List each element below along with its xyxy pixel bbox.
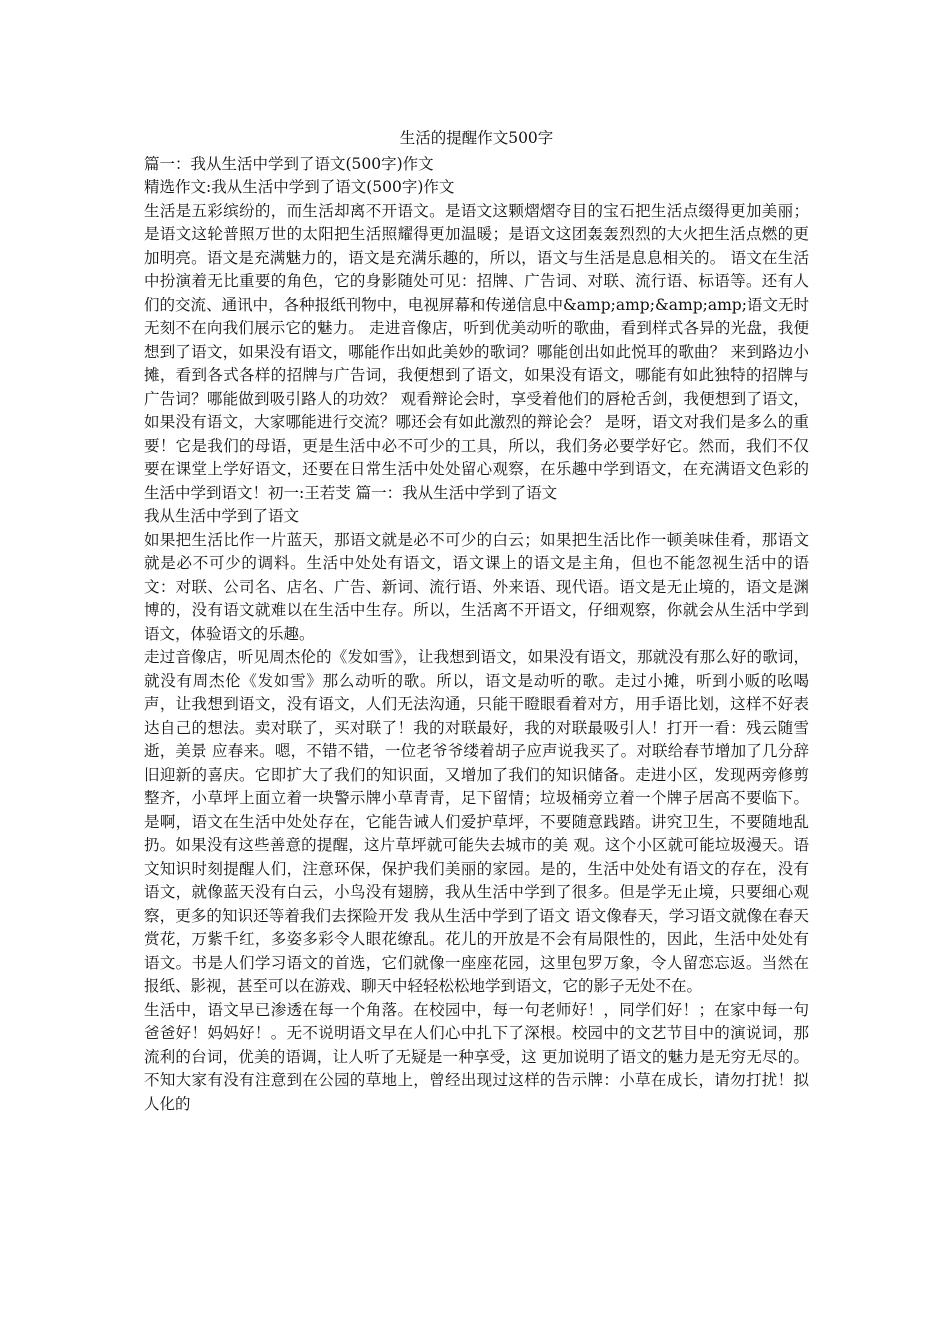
body-paragraph: 走过音像店，听见周杰伦的《发如雪》，让我想到语文，如果没有语文，那就没有那么好的歌词，就没有周杰伦《发如雪》那么动听的歌。所以，语文是动听的歌。走过小摊，听到小贩的吆喝声，让我想到语文，没有语文，人们无法沟通，只能干瞪眼看着对方，用手语比划，这样不好表达自己的想法。卖对联了，买对联了！我的对联最好，我的对联最吸引人！打开一看：残云随雪逝，美景 应春来。嗯，不错不错，一位老爷爷缕着胡子应声说我买了。对联给春节增加了几分辞旧迎新的喜庆。它即扩大了我们的知识面，又增加了我们的知识储备。走进小区，发现两旁修剪整齐，小草坪上面立着一块警示牌小草青青，足下留情；垃圾桶旁立着一个牌子居高不要临下。是啊，语文在生活中处处存在，它能告诫人们爱护草坪，不要随意践踏。讲究卫生，不要随地乱扔。如果没有这些善意的提醒，这片草坪就可能失去城市的美 观。这个小区就可能垃圾漫天。语文知识时刻提醒人们，注意环保，保护我们美丽的家园。是的，生活中处处有语文的存在，没有语文，就像蓝天没有白云，小鸟没有翅膀，我从生活中学到了很多。但是学无止境，只要细心观察，更多的知识还等着我们去探险开发 我从生活中学到了语文 语文像春天，学习语文就像在春天赏花，万紫千红，多姿多彩令人眼花缭乱。花儿的开放是不会有局限性的，因此，生活中处处有语文。书是人们学习语文的首选，它们就像一座座花园，这里包罗万象，令人留恋忘返。当然在报纸、影视，甚至可以在游戏、聊天中轻轻松松地学到语文，它的影子无处不在。	[144, 648, 809, 995]
body-paragraph: 生活是五彩缤纷的，而生活却离不开语文。是语文这颗熠熠夺目的宝石把生活点缀得更加美丽；是语文这轮普照万世的太阳把生活照耀得更加温暖；是语文这团轰轰烈烈的大火把生活点燃的更加明亮。语文是充满魅力的，语文是充满乐趣的，所以，语文与生活是息息相关的。 语文在生活中扮演着无比重要的角色，它的身影随处可见：招牌、广告词、对联、流行语、标语等。还有人们的交流、通讯中，各种报纸刊物中，电视屏幕和传递信息中&amp;amp;&amp;amp;语文无时无刻不在向我们展示它的魅力。 走进音像店，听到优美动听的歌曲，看到样式各异的光盘，我便想到了语文，如果没有语文，哪能作出如此美妙的歌词？哪能创出如此悦耳的歌曲？ 来到路边小摊，看到各式各样的招牌与广告词，我便想到了语文，如果没有语文，哪能有如此独特的招牌与广告词？哪能做到吸引路人的功效？ 观看辩论会时，享受着他们的唇枪舌剑，我便想到了语文，如果没有语文，大家哪能进行交流？哪还会有如此激烈的辩论会？ 是呀，语文对我们是多么的重要！它是我们的母语，更是生活中必不可少的工具，所以，我们务必要学好它。然而，我们不仅要在课堂上学好语文，还要在日常生活中处处留心观察，在乐趣中学到语文，在充满语文色彩的生活中学到语文！初一:王若芠 篇一：我从生活中学到了语文	[144, 201, 809, 502]
section-heading: 篇一：我从生活中学到了语文(500字)作文	[144, 154, 434, 173]
document-page	[144, 127, 809, 1116]
section-subheading: 精选作文:我从生活中学到了语文(500字)作文	[144, 178, 455, 196]
section-heading: 我从生活中学到了语文	[144, 507, 300, 525]
body-paragraph: 如果把生活比作一片蓝天，那语文就是必不可少的白云；如果把生活比作一顿美味佳肴，那语文就是必不可少的调料。生活中处处有语文，语文课上的语文是主角，但也不能忽视生活中的语文：对联、公司名、店名、广告、新词、流行语、外来语、现代语。语文是无止境的，语文是渊博的，没有语文就难以在生活中生存。所以，生活离不开语文，仔细观察，你就会从生活中学到语文，体验语文的乐趣。	[144, 530, 809, 643]
body-paragraph: 生活中，语文早已渗透在每一个角落。在校园中，每一句老师好！，同学们好！；在家中每一句爸爸好！妈妈好！。无不说明语文早在人们心中扎下了深根。校园中的文艺节目中的演说词，那流利的台词，优美的语调，让人听了无疑是一种享受，这 更加说明了语文的魅力是无穷无尽的。不知大家有没有注意到在公园的草地上，曾经出现过这样的告示牌：小草在成长，请勿打扰！拟人化的	[144, 1000, 809, 1113]
document-title: 生活的提醒作文500字	[399, 129, 554, 147]
